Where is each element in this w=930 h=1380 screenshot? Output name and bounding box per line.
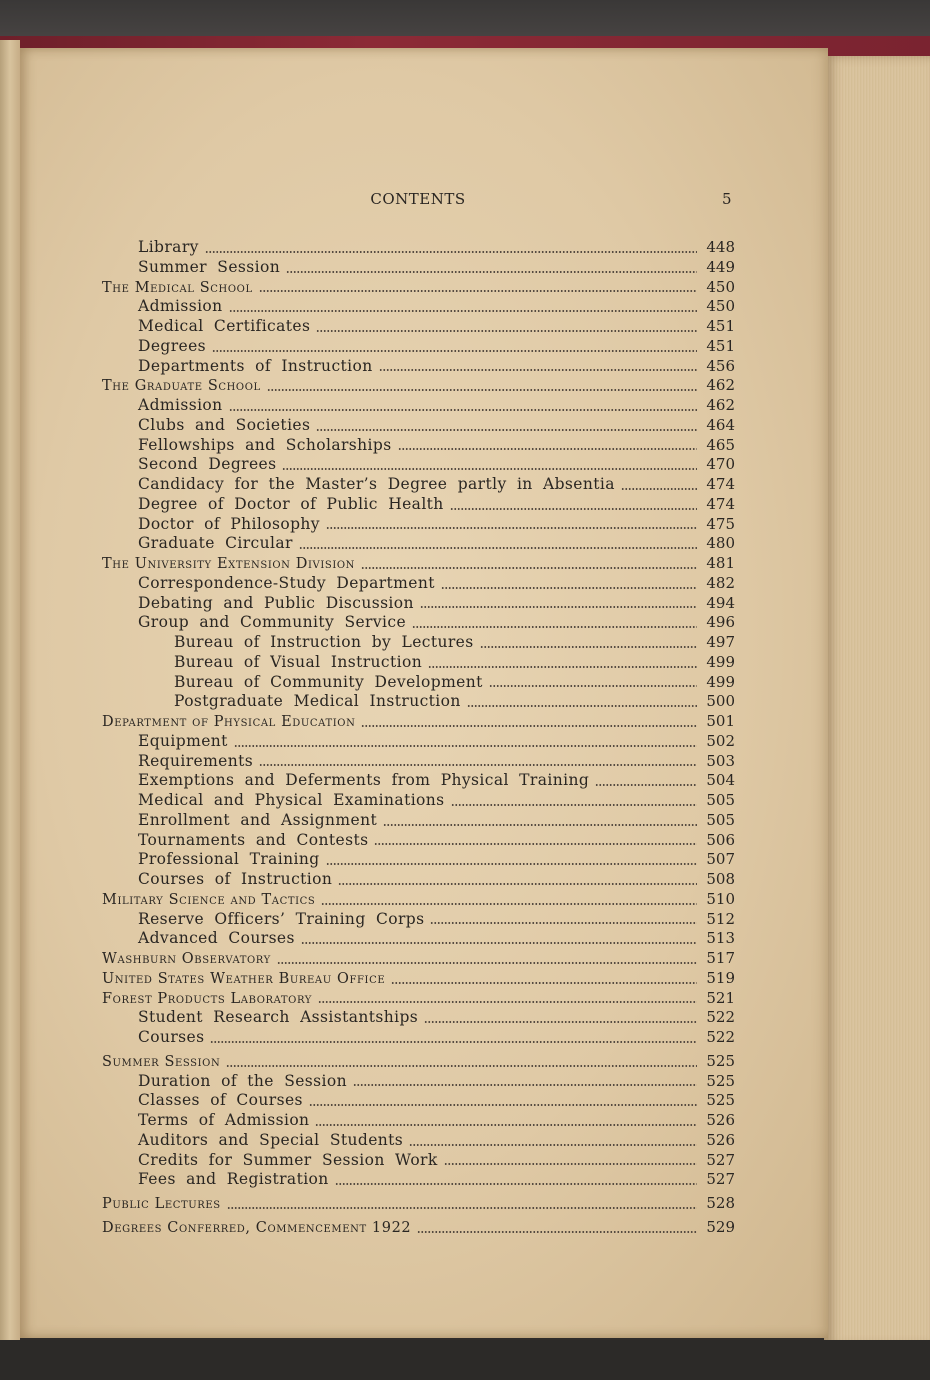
dot-leader — [467, 704, 697, 708]
toc-entry-title: Degrees — [138, 336, 207, 355]
toc-entry — [102, 495, 735, 515]
toc-entry — [102, 910, 735, 930]
toc-entry — [102, 653, 735, 673]
toc-entry-page: 525 — [706, 1071, 735, 1090]
toc-entry — [102, 811, 735, 831]
dot-leader — [338, 882, 697, 886]
toc-entry — [102, 1194, 735, 1214]
toc-entry — [102, 890, 735, 910]
dot-leader — [441, 586, 697, 590]
toc-entry — [102, 1131, 735, 1151]
toc-entry-title: Duration of the Session — [138, 1071, 347, 1090]
dot-leader — [234, 744, 697, 748]
toc-entry-page: 506 — [706, 830, 735, 849]
dot-leader — [316, 428, 697, 432]
dot-leader — [316, 329, 697, 333]
toc-entry-page: 502 — [706, 731, 735, 750]
toc-entry-page: 499 — [706, 652, 735, 671]
toc-entry — [102, 554, 735, 574]
toc-entry-page: 505 — [706, 810, 735, 829]
dot-leader — [424, 1020, 697, 1024]
toc-entry-page: 481 — [706, 554, 735, 572]
toc-entry-page: 504 — [706, 771, 735, 790]
toc-entry-title: Military Science and Tactics — [102, 891, 316, 908]
toc-entry — [102, 969, 735, 989]
toc-entry — [102, 870, 735, 890]
toc-entry — [102, 238, 735, 258]
toc-entry-page: 496 — [706, 613, 735, 632]
left-page-edge — [0, 40, 20, 1340]
dot-leader — [299, 546, 697, 550]
dot-leader — [277, 961, 697, 965]
toc-entry — [102, 613, 735, 633]
toc-entry — [102, 258, 735, 278]
toc-entry — [102, 949, 735, 969]
toc-entry-page: 512 — [706, 909, 735, 928]
toc-entry — [102, 475, 735, 495]
toc-entry-title: Tournaments and Contests — [138, 830, 369, 849]
toc-entry-page: 526 — [706, 1111, 735, 1129]
dot-leader — [489, 684, 697, 688]
dot-leader — [226, 1064, 697, 1068]
toc-entry-title: The University Extension Division — [102, 556, 356, 572]
toc-entry — [102, 732, 735, 752]
toc-entry-page: 505 — [706, 791, 735, 809]
toc-entry-title: Bureau of Visual Instruction — [174, 652, 423, 671]
dot-leader — [379, 368, 697, 372]
dot-leader — [361, 724, 697, 728]
toc-entry-title: Summer Session — [138, 257, 281, 276]
toc-entry — [102, 416, 735, 436]
dot-leader — [267, 388, 697, 392]
toc-entry — [102, 534, 735, 554]
dot-leader — [383, 823, 697, 827]
dot-leader — [212, 349, 697, 353]
background-bottom — [0, 1340, 930, 1380]
toc-entry-title: Public Lectures — [102, 1196, 221, 1212]
toc-entry-page: 480 — [706, 534, 735, 553]
table-of-contents — [102, 238, 735, 1238]
toc-entry — [102, 850, 735, 870]
toc-entry-title: Admission — [138, 297, 223, 316]
toc-entry-title: Fees and Registration — [138, 1170, 329, 1189]
page-number: 5 — [721, 190, 732, 208]
page-fore-edge — [824, 56, 930, 1346]
toc-entry-title: United States Weather Bureau Office — [102, 970, 386, 987]
dot-leader — [398, 447, 697, 451]
dot-leader — [259, 763, 697, 767]
toc-entry-title: Exemptions and Deferments from Physical Training — [138, 771, 590, 790]
toc-entry-page: 525 — [706, 1091, 735, 1110]
toc-entry — [102, 1072, 735, 1092]
dot-leader — [335, 1182, 697, 1186]
dot-leader — [286, 270, 697, 274]
dot-leader — [353, 1083, 697, 1087]
toc-entry-title: Medical Certificates — [138, 317, 311, 335]
toc-entry — [102, 455, 735, 475]
toc-entry-page: 508 — [706, 870, 735, 888]
toc-entry-title: Correspondence-Study Department — [138, 573, 435, 592]
dot-leader — [480, 645, 697, 649]
toc-entry — [102, 791, 735, 811]
dot-leader — [259, 289, 697, 293]
toc-entry-title: Second Degrees — [138, 455, 277, 474]
dot-leader — [374, 842, 697, 846]
dot-leader — [621, 487, 697, 491]
toc-entry-title: Equipment — [138, 731, 228, 750]
toc-entry-title: Bureau of Instruction by Lectures — [174, 633, 474, 651]
toc-entry-title: Group and Community Service — [138, 613, 407, 632]
toc-entry-page: 507 — [706, 850, 735, 869]
toc-entry-page: 528 — [706, 1194, 735, 1212]
toc-entry-title: Debating and Public Discussion — [138, 593, 414, 612]
toc-entry-page: 527 — [706, 1170, 735, 1189]
toc-entry-page: 529 — [706, 1217, 735, 1236]
toc-entry-page: 451 — [706, 317, 735, 335]
toc-entry — [102, 436, 735, 456]
dot-leader — [326, 862, 697, 866]
dot-leader — [229, 408, 697, 412]
toc-entry-page: 462 — [706, 376, 735, 395]
dot-leader — [412, 625, 697, 629]
toc-entry-title: Professional Training — [138, 850, 320, 869]
dot-leader — [318, 1000, 697, 1004]
toc-entry-title: Requirements — [138, 751, 254, 770]
toc-entry — [102, 1028, 735, 1048]
dot-leader — [451, 803, 697, 807]
toc-entry-page: 482 — [706, 573, 735, 592]
toc-entry-title: Admission — [138, 396, 223, 414]
dot-leader — [444, 1162, 697, 1166]
toc-entry — [102, 673, 735, 693]
toc-entry — [102, 1151, 735, 1171]
toc-entry-page: 526 — [706, 1130, 735, 1149]
toc-entry-page: 450 — [706, 277, 735, 296]
toc-entry-title: Degrees Conferred, Commencement 1922 — [102, 1219, 412, 1236]
toc-entry — [102, 692, 735, 712]
toc-entry — [102, 989, 735, 1009]
toc-entry-title: Reserve Officers’ Training Corps — [138, 909, 425, 928]
toc-entry — [102, 929, 735, 949]
toc-entry-page: 497 — [706, 633, 735, 651]
toc-entry — [102, 297, 735, 317]
toc-entry-title: The Medical School — [102, 279, 253, 296]
toc-entry-page: 465 — [706, 435, 735, 454]
dot-leader — [210, 1040, 697, 1044]
toc-entry-title: Courses — [138, 1028, 205, 1046]
dot-leader — [309, 1103, 697, 1107]
dot-leader — [321, 902, 697, 906]
toc-entry-page: 527 — [706, 1150, 735, 1169]
toc-entry — [102, 1111, 735, 1131]
toc-entry — [102, 771, 735, 791]
toc-entry-title: Postgraduate Medical Instruction — [174, 692, 461, 711]
toc-entry-title: Terms of Admission — [138, 1111, 310, 1129]
toc-entry-page: 521 — [706, 988, 735, 1007]
toc-entry-page: 513 — [706, 929, 735, 948]
toc-entry-title: Graduate Circular — [138, 534, 293, 553]
toc-entry-page: 519 — [706, 968, 735, 987]
toc-entry-title: Clubs and Societies — [138, 415, 311, 434]
toc-entry-page: 474 — [706, 494, 735, 513]
toc-entry-title: Classes of Courses — [138, 1091, 303, 1110]
dot-leader — [417, 1230, 697, 1234]
toc-entry — [102, 317, 735, 337]
toc-entry-title: Department of Physical Education — [102, 714, 356, 730]
toc-entry-page: 475 — [706, 514, 735, 533]
toc-entry-title: Student Research Assistantships — [138, 1008, 419, 1027]
toc-entry — [102, 278, 735, 298]
toc-entry-title: Candidacy for the Master’s Degree partly in Absentia — [138, 475, 615, 493]
toc-entry-title: Advanced Courses — [138, 929, 295, 948]
toc-entry-title: Medical and Physical Examinations — [138, 791, 445, 809]
toc-entry-page: 499 — [706, 672, 735, 691]
dot-leader — [391, 981, 697, 985]
toc-entry — [102, 1170, 735, 1190]
toc-entry — [102, 1218, 735, 1238]
toc-entry-page: 449 — [706, 257, 735, 276]
running-head — [100, 190, 736, 214]
toc-entry-title: The Graduate School — [102, 378, 261, 395]
toc-entry-title: Bureau of Community Development — [174, 672, 483, 691]
running-title: CONTENTS — [370, 190, 466, 208]
toc-entry-page: 525 — [706, 1051, 735, 1070]
toc-entry-title: Fellowships and Scholarships — [138, 435, 392, 454]
dot-leader — [420, 605, 697, 609]
toc-entry-title: Departments of Instruction — [138, 356, 373, 375]
toc-entry — [102, 396, 735, 416]
dot-leader — [315, 1123, 697, 1127]
dot-leader — [227, 1206, 697, 1210]
toc-entry-title: Enrollment and Assignment — [138, 810, 378, 829]
toc-entry — [102, 574, 735, 594]
toc-entry-page: 448 — [706, 238, 735, 256]
toc-entry — [102, 1052, 735, 1072]
toc-entry — [102, 337, 735, 357]
dot-leader — [326, 526, 697, 530]
toc-entry — [102, 633, 735, 653]
toc-entry-title: Auditors and Special Students — [138, 1130, 404, 1149]
toc-entry-page: 500 — [706, 692, 735, 711]
dot-leader — [409, 1143, 697, 1147]
toc-entry-page: 450 — [706, 297, 735, 316]
toc-entry-page: 501 — [706, 712, 735, 730]
toc-entry-title: Forest Products Laboratory — [102, 990, 313, 1007]
toc-entry-page: 451 — [706, 336, 735, 355]
toc-entry — [102, 376, 735, 396]
toc-entry — [102, 594, 735, 614]
toc-entry-page: 474 — [706, 475, 735, 493]
toc-entry-page: 517 — [706, 949, 735, 967]
toc-entry-page: 462 — [706, 396, 735, 414]
toc-entry-page: 522 — [706, 1028, 735, 1046]
toc-entry — [102, 515, 735, 535]
toc-entry — [102, 357, 735, 377]
toc-entry-title: Doctor of Philosophy — [138, 514, 320, 533]
toc-entry-title: Credits for Summer Session Work — [138, 1150, 438, 1169]
toc-entry-page: 503 — [706, 751, 735, 770]
dot-leader — [361, 566, 697, 570]
toc-entry-page: 464 — [706, 415, 735, 434]
dot-leader — [205, 250, 697, 254]
dot-leader — [450, 507, 697, 511]
toc-entry — [102, 831, 735, 851]
toc-entry-page: 470 — [706, 455, 735, 474]
dot-leader — [428, 665, 697, 669]
toc-entry — [102, 752, 735, 772]
toc-entry-title: Washburn Observatory — [102, 951, 271, 967]
dot-leader — [282, 467, 697, 471]
toc-entry-page: 522 — [706, 1008, 735, 1027]
dot-leader — [430, 921, 697, 925]
toc-entry — [102, 1091, 735, 1111]
toc-entry-page: 456 — [706, 356, 735, 375]
toc-entry-title: Summer Session — [102, 1053, 221, 1070]
toc-entry-page: 510 — [706, 889, 735, 908]
toc-entry-page: 494 — [706, 593, 735, 612]
dot-leader — [595, 783, 697, 787]
dot-leader — [229, 309, 697, 313]
toc-entry — [102, 712, 735, 732]
toc-entry-title: Courses of Instruction — [138, 870, 333, 888]
toc-entry — [102, 1008, 735, 1028]
dot-leader — [301, 941, 697, 945]
toc-entry-title: Library — [138, 238, 199, 256]
toc-entry-title: Degree of Doctor of Public Health — [138, 494, 444, 513]
